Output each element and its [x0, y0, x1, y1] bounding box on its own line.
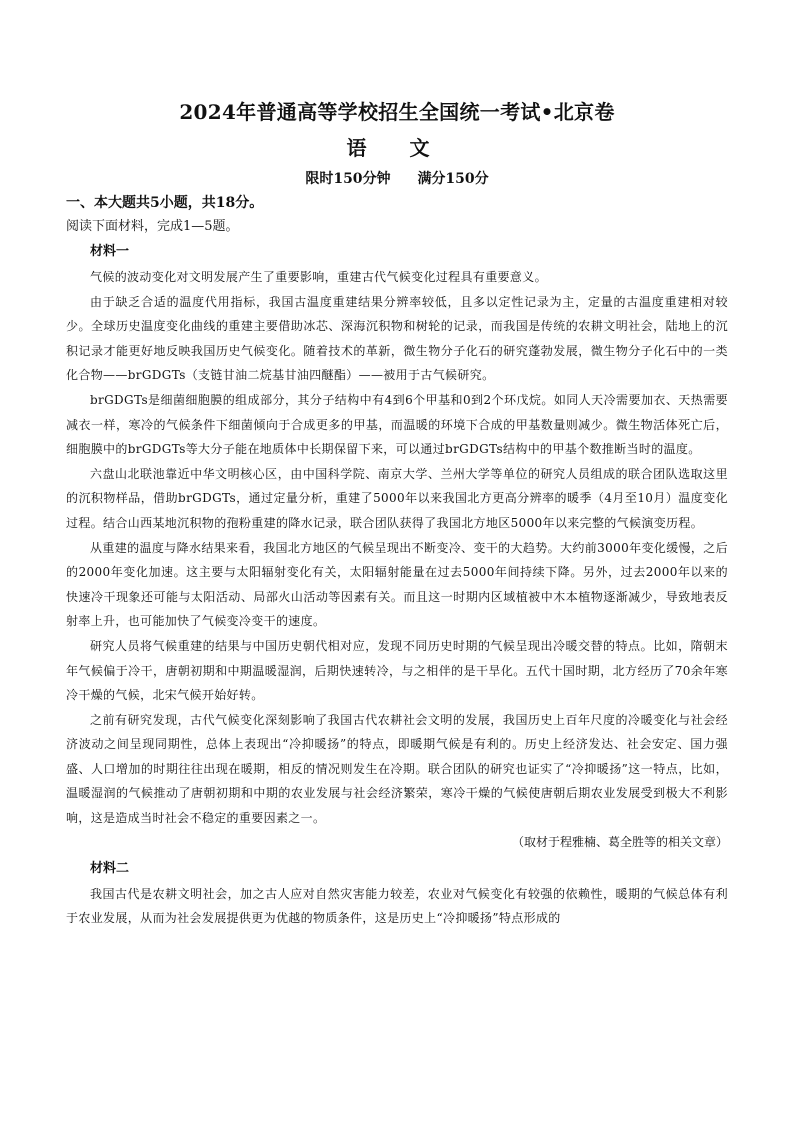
time-limit: 限时150分钟	[305, 171, 391, 187]
full-score: 满分150分	[417, 171, 489, 187]
subject-title: 语 文	[346, 136, 448, 160]
material-one-heading: 材料一	[90, 244, 130, 259]
material-one-paragraph: brGDGTs是细菌细胞膜的组成部分，其分子结构中有4到6个甲基和0到2个环戊烷。如同人天冷需要加衣、天热需要减衣一样，寒冷的气候条件下细菌倾向于合成更多的甲基，而温暖的环境下合成的甲基数量则减少。微生物活体死亡后，细胞膜中的brGDGTs等大分子能在地质体中长期保留下来，可以通过brGDGTs结构中的甲基个数推断当时的温度。	[66, 392, 728, 457]
material-one-paragraph: 之前有研究发现，古代气候变化深刻影响了我国古代农耕社会文明的发展，我国历史上百年尺度的冷暖变化与社会经济波动之间呈现同期性，总体上表现出“冷抑暖扬”的特点，即暖期气候是有利的。历史上经济发达、社会安定、国力强盛、人口增加的时期往往出现在暖期，相反的情况则发生在冷期。联合团队的研究也证实了“冷抑暖扬”这一特点，比如，温暖湿润的气候推动了唐朝初期和中期的农业发展与社会经济繁荣，寒冷干燥的气候使唐朝后期农业发展受到极大不利影响，这是造成当时社会不稳定的重要因素之一。	[66, 712, 728, 826]
exam-limits	[66, 170, 728, 188]
material-one-paragraph: 从重建的温度与降水结果来看，我国北方地区的气候呈现出不断变冷、变干的大趋势。大约前3000年变化缓慢，之后的2000年变化加速。这主要与太阳辐射变化有关，太阳辐射能量在过去5000年间持续下降。另外，过去2000年以来的快速冷干现象还可能与太阳活动、局部火山活动等因素有关。而且这一时期内区域植被中木本植物逐渐减少，导致地表反射率上升，也可能加快了气候变冷变干的速度。	[66, 540, 728, 629]
material-one-source: （取材于程雅楠、葛全胜等的相关文章）	[511, 834, 728, 849]
exam-title: 2024年普通高等学校招生全国统一考试•北京卷	[179, 100, 615, 124]
section-instruction: 阅读下面材料，完成1—5题。	[66, 219, 239, 234]
section-heading: 一、本大题共5小题，共18分。	[66, 195, 264, 211]
material-one-paragraph: 由于缺乏合适的温度代用指标，我国古温度重建结果分辨率较低，且多以定性记录为主，定量的古温度重建相对较少。全球历史温度变化曲线的重建主要借助冰芯、深海沉积物和树轮的记录，而我国是传统的农耕文明社会，陆地上的沉积记录才能更好地反映我国历史气候变化。随着技术的革新，微生物分子化石的研究蓬勃发展，微生物分子化石中的一类化合物——brGDGTs（支链甘油二烷基甘油四醚酯）——被用于古气候研究。	[66, 294, 728, 383]
material-one-paragraph: 研究人员将气候重建的结果与中国历史朝代相对应，发现不同历史时期的气候呈现出冷暖交替的特点。比如，隋朝末年气候偏于冷干，唐朝初期和中期温暖湿润，后期快速转冷，与之相伴的是干旱化。五代十国时期，北方经历了70余年寒冷干燥的气候，北宋气候开始好转。	[66, 638, 728, 703]
material-one-paragraph: 气候的波动变化对文明发展产生了重要影响，重建古代气候变化过程具有重要意义。	[90, 270, 547, 284]
material-two-heading: 材料二	[90, 860, 130, 876]
material-one-paragraph: 六盘山北联池靠近中华文明核心区，由中国科学院、南京大学、兰州大学等单位的研究人员组成的联合团队选取这里的沉积物样品，借助brGDGTs，通过定量分析，重建了5000年以来我国北方更高分辨率的暖季（4月至10月）温度变化过程。结合山西某地沉积物的孢粉重建的降水记录，联合团队获得了我国北方地区5000年以来完整的气候演变历程。	[66, 466, 728, 530]
material-two-paragraph: 我国古代是农耕文明社会，加之古人应对自然灾害能力较差，农业对气候变化有较强的依赖性，暖期的气候总体有利于农业发展，从而为社会发展提供更为优越的物质条件，这是历史上“冷抑暖扬”特点形成的	[66, 886, 728, 926]
